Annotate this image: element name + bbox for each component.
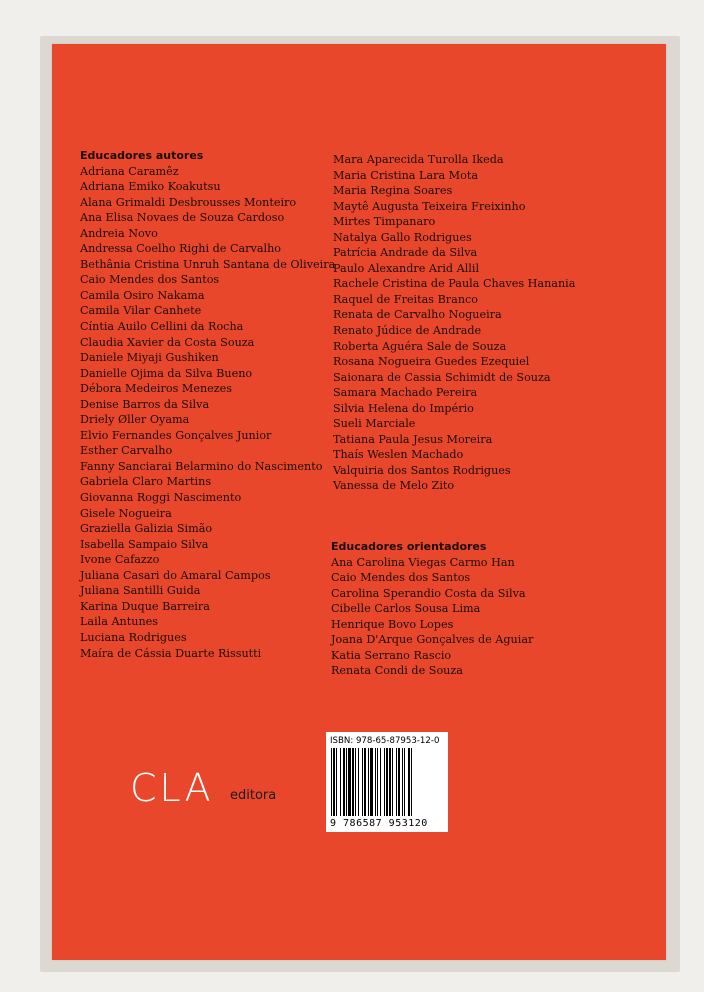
- publisher-logo: [130, 768, 290, 808]
- isbn-barcode-box: [326, 732, 448, 832]
- name-item: Camila Vilar Canhete: [80, 304, 202, 318]
- name-item: Ana Carolina Viegas Carmo Han: [331, 555, 515, 569]
- name-item: Silvia Helena do Império: [333, 401, 474, 415]
- name-item: Vanessa de Melo Zito: [333, 479, 455, 493]
- name-item: Thaís Weslen Machado: [333, 448, 464, 462]
- isbn-label: ISBN: 978-65-87953-12-0: [330, 736, 440, 746]
- name-item: Maria Regina Soares: [333, 184, 453, 198]
- authors-list-right: [333, 152, 613, 494]
- name-item: Elvio Fernandes Gonçalves Junior: [80, 428, 272, 442]
- name-item: Graziella Galizia Simão: [80, 522, 213, 536]
- name-item: Cíntia Auilo Cellini da Rocha: [80, 320, 244, 334]
- name-item: Luciana Rodrigues: [80, 630, 187, 644]
- name-item: Sueli Marciale: [333, 417, 416, 431]
- orientadores-column: [331, 539, 611, 679]
- name-item: Samara Machado Pereira: [333, 386, 478, 400]
- name-item: Maíra de Cássia Duarte Rissutti: [80, 646, 262, 660]
- name-item: Fanny Sanciarai Belarmino do Nascimento: [80, 459, 323, 473]
- name-item: Andreia Novo: [80, 226, 158, 240]
- name-item: Caio Mendes dos Santos: [331, 571, 471, 585]
- name-item: Roberta Aguéra Sale de Souza: [333, 339, 507, 353]
- authors-column-right: [333, 152, 613, 494]
- name-item: Danielle Ojima da Silva Bueno: [80, 366, 253, 380]
- name-item: Alana Grimaldi Desbrousses Monteiro: [80, 195, 297, 209]
- name-item: Adriana Caramêz: [80, 164, 179, 178]
- name-item: Maria Cristina Lara Mota: [333, 168, 479, 182]
- name-item: Camila Osiro Nakama: [80, 288, 205, 302]
- name-item: Renato Júdice de Andrade: [333, 324, 482, 338]
- name-item: Esther Carvalho: [80, 444, 173, 458]
- name-item: Katia Serrano Rascio: [331, 648, 452, 662]
- name-item: Maytê Augusta Teixeira Freixinho: [333, 199, 526, 213]
- name-item: Bethânia Cristina Unruh Santana de Oliveira: [80, 257, 336, 271]
- name-item: Juliana Casari do Amaral Campos: [80, 568, 271, 582]
- name-item: Renata Condi de Souza: [331, 664, 463, 678]
- name-item: Renata de Carvalho Nogueira: [333, 308, 502, 322]
- name-item: Raquel de Freitas Branco: [333, 292, 479, 306]
- name-item: Laila Antunes: [80, 615, 159, 629]
- name-item: Paulo Alexandre Arid Allil: [333, 261, 480, 275]
- name-item: Adriana Emiko Koakutsu: [80, 180, 221, 194]
- orientadores-heading: Educadores orientadores: [331, 540, 487, 553]
- name-item: Giovanna Roggi Nascimento: [80, 491, 242, 505]
- name-item: Daniele Miyaji Gushiken: [80, 351, 219, 365]
- authors-heading: Educadores autores: [80, 149, 204, 162]
- name-item: Andressa Coelho Righi de Carvalho: [80, 242, 282, 256]
- name-item: Henrique Bovo Lopes: [331, 617, 454, 631]
- name-item: Caio Mendes dos Santos: [80, 273, 220, 287]
- logo-subtitle: editora: [230, 788, 277, 803]
- name-item: Tatiana Paula Jesus Moreira: [333, 432, 493, 446]
- name-item: Joana D'Arque Gonçalves de Aguiar: [331, 633, 534, 647]
- name-item: Mara Aparecida Turolla Ikeda: [333, 153, 504, 166]
- name-item: Carolina Sperandio Costa da Silva: [331, 586, 526, 600]
- name-item: Natalya Gallo Rodrigues: [333, 230, 472, 244]
- logo-letters: CLA: [130, 766, 214, 810]
- name-item: Débora Medeiros Menezes: [80, 382, 233, 396]
- name-item: Ivone Cafazzo: [80, 553, 160, 567]
- orientadores-list: [331, 555, 611, 679]
- name-item: Claudia Xavier da Costa Souza: [80, 335, 255, 349]
- name-item: Driely Øller Oyama: [80, 413, 190, 427]
- name-item: Denise Barros da Silva: [80, 397, 210, 411]
- name-item: Juliana Santilli Guida: [80, 584, 201, 598]
- name-item: Rosana Nogueira Guedes Ezequiel: [333, 355, 530, 369]
- name-item: Isabella Sampaio Silva: [80, 537, 209, 551]
- name-item: Karina Duque Barreira: [80, 599, 210, 613]
- name-item: Rachele Cristina de Paula Chaves Hanania: [333, 277, 576, 291]
- barcode-icon: [330, 748, 444, 816]
- barcode-number: 9 786587 953120: [330, 818, 428, 829]
- name-item: Valquiria dos Santos Rodrigues: [333, 463, 511, 477]
- name-item: Patrícia Andrade da Silva: [333, 246, 478, 260]
- authors-list-left: [80, 164, 336, 662]
- name-item: Gisele Nogueira: [80, 506, 172, 520]
- name-item: Ana Elisa Novaes de Souza Cardoso: [80, 211, 285, 225]
- name-item: Saionara de Cassia Schimidt de Souza: [333, 370, 551, 384]
- authors-column-left: [80, 148, 336, 661]
- name-item: Mirtes Timpanaro: [333, 215, 436, 229]
- name-item: Gabriela Claro Martins: [80, 475, 212, 489]
- name-item: Cibelle Carlos Sousa Lima: [331, 602, 481, 616]
